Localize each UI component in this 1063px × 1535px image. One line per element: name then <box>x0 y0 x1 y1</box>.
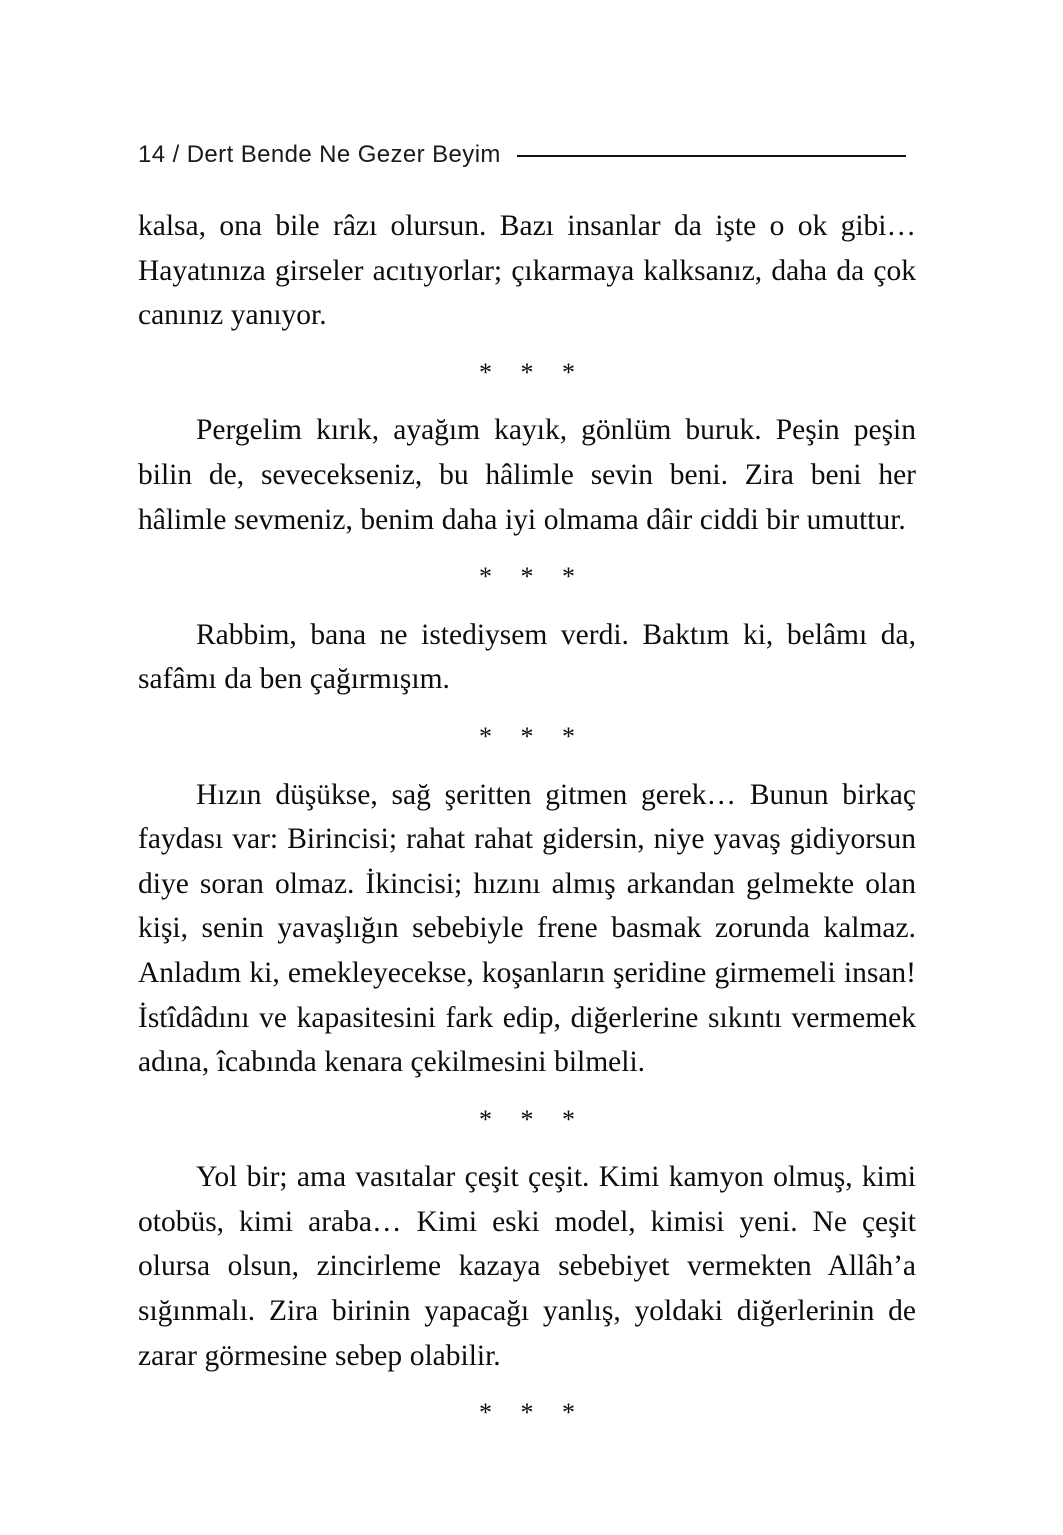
body-paragraph: Yol bir; ama vasıtalar çeşit çeşit. Kimi kamyon olmuş, kimi otobüs, kimi araba… Kimi eski model, kimisi yeni. Ne çeşit olursa olsun, zincirleme kazaya sebebiyet vermekten Allâh’a sığınmalı. Zira birinin yapacağı yanlış, yoldaki diğerlerinin de zarar görmesine sebep olabilir. <box>138 1161 916 1372</box>
body-paragraph: Pergelim kırık, ayağım kayık, gönlüm buruk. Peşin peşin bilin de, sevecekseniz, bu hâlimle sevin beni. Zira beni her hâlimle sevmeniz, benim daha iyi olmama dâir ciddi bir umuttur. <box>138 414 916 536</box>
section-separator: * * * <box>479 562 586 592</box>
body-paragraph: Rabbim, bana ne istediysem verdi. Baktım ki, belâmı da, safâmı da ben çağırmışım. <box>138 618 916 696</box>
running-head-label: 14 / Dert Bende Ne Gezer Beyim <box>138 141 501 168</box>
section-separator: * * * <box>479 1398 586 1428</box>
body-text-column <box>138 204 916 1449</box>
section-separator: * * * <box>479 357 586 387</box>
section-separator: * * * <box>479 721 586 751</box>
body-paragraph: kalsa, ona bile râzı olursun. Bazı insanlar da işte o ok gibi… Hayatınıza girseler acıtıyorlar; çıkarmaya kalksanız, daha da çok canınız yanıyor. <box>138 210 916 332</box>
running-head-rule <box>517 155 906 157</box>
section-separator: * * * <box>479 1104 586 1134</box>
body-paragraph: Hızın düşükse, sağ şeritten gitmen gerek… Bunun birkaç faydası var: Birincisi; rahat rahat gidersin, niye yavaş gidiyorsun diye soran olmaz. İkincisi; hızını almış arkandan gelmekte olan kişi, senin yavaşlığın sebebiyle frene basmak zorunda kalmaz. Anladım ki, emekleyecekse, koşanların şeridine girmemeli insan! İstîdâdını ve kapasitesini fark edip, diğerlerine sıkıntı vermemek adına, îcabında kenara çekilmesini bilmeli. <box>138 778 916 1079</box>
running-head <box>138 140 906 170</box>
